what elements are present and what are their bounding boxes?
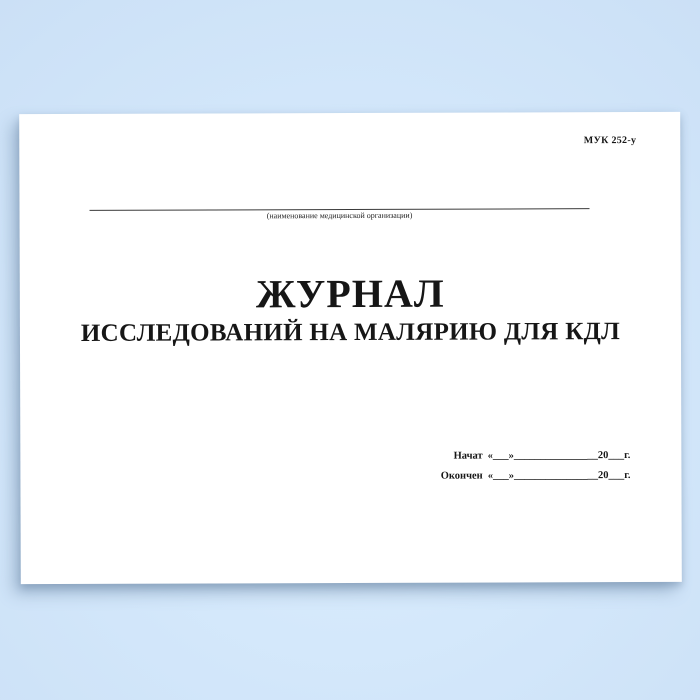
org-name-block xyxy=(90,208,590,221)
document-page xyxy=(19,112,682,584)
finished-blank-line: «___»________________20___г. xyxy=(487,470,631,482)
org-name-caption: (наименование медицинской организации) xyxy=(266,210,413,221)
started-blank-line: «___»________________20___г. xyxy=(487,450,631,462)
dates-block xyxy=(441,450,631,491)
page-subtitle: ИССЛЕДОВАНИЙ НА МАЛЯРИЮ ДЛЯ КДЛ xyxy=(80,318,621,347)
page-title: ЖУРНАЛ xyxy=(255,270,445,317)
started-label: Начат xyxy=(453,450,483,462)
finished-label: Окончен xyxy=(440,470,483,482)
title-block xyxy=(20,272,681,348)
started-row xyxy=(441,450,631,462)
finished-row xyxy=(441,470,631,482)
form-code: МУК 252-у xyxy=(583,135,637,147)
